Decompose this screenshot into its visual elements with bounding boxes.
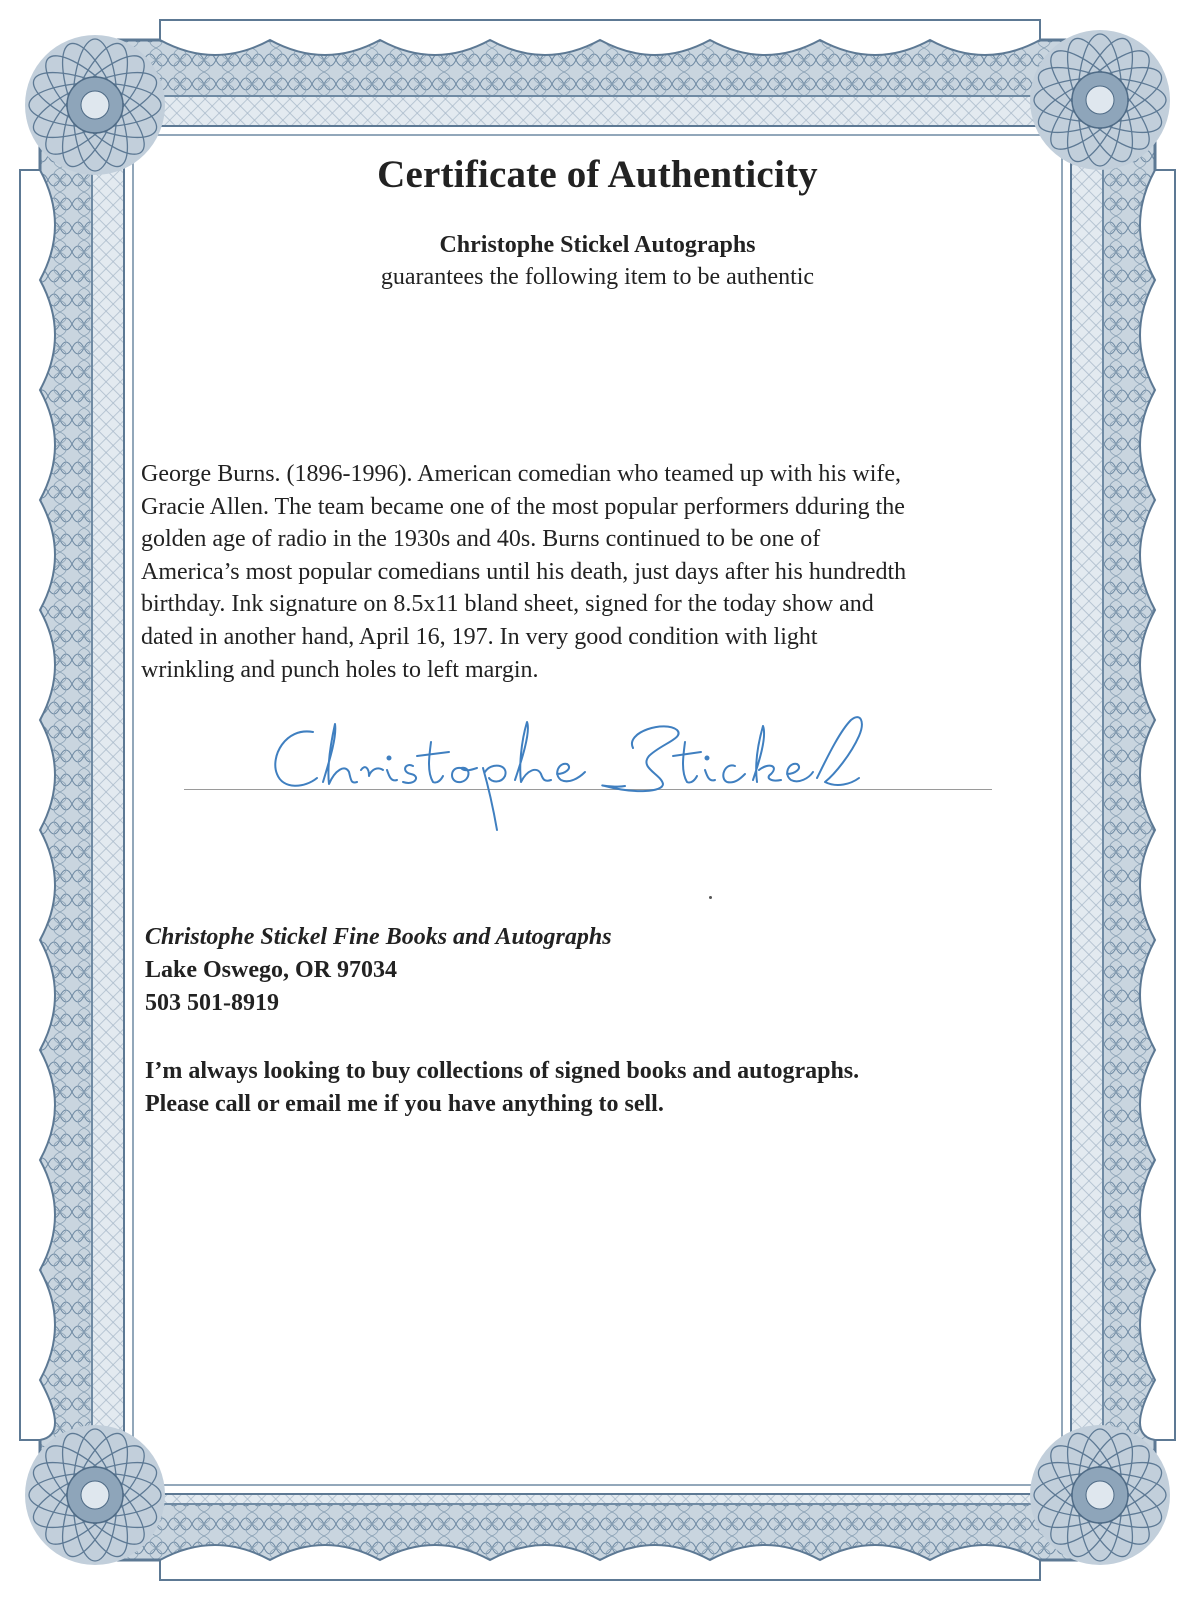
buying-notice [145,1055,859,1121]
handwritten-signature [265,712,885,842]
description-line: birthday. Ink signature on 8.5x11 bland sheet, signed for the today show and [141,591,874,618]
description-line: dated in another hand, April 16, 197. In very good condition with light [141,623,818,650]
description-line: Gracie Allen. The team became one of the most popular performers dduring the [141,493,905,520]
dealer-info [145,921,612,1020]
dealer-address: Lake Oswego, OR 97034 [145,957,397,983]
notice-line: I’m always looking to buy collections of signed books and autographs. [145,1058,860,1084]
dealer-name: Christophe Stickel Fine Books and Autographs [145,924,612,950]
item-description [141,458,1061,686]
dealer-phone: 503 501-8919 [145,990,279,1016]
issuer-name: Christophe Stickel Autographs [439,232,756,258]
certificate-title: Certificate of Authenticity [377,153,818,196]
ink-speck [709,896,712,899]
description-line: wrinkling and punch holes to left margin. [141,656,539,683]
notice-line: Please call or email me if you have anything to sell. [145,1091,664,1117]
description-line: America’s most popular comedians until his death, just days after his hundredth [141,558,907,585]
guarantee-statement: guarantees the following item to be authentic [380,264,815,290]
description-line: George Burns. (1896-1996). American comedian who teamed up with his wife, [141,461,902,487]
description-line: golden age of radio in the 1930s and 40s. Burns continued to be one of [141,526,821,553]
